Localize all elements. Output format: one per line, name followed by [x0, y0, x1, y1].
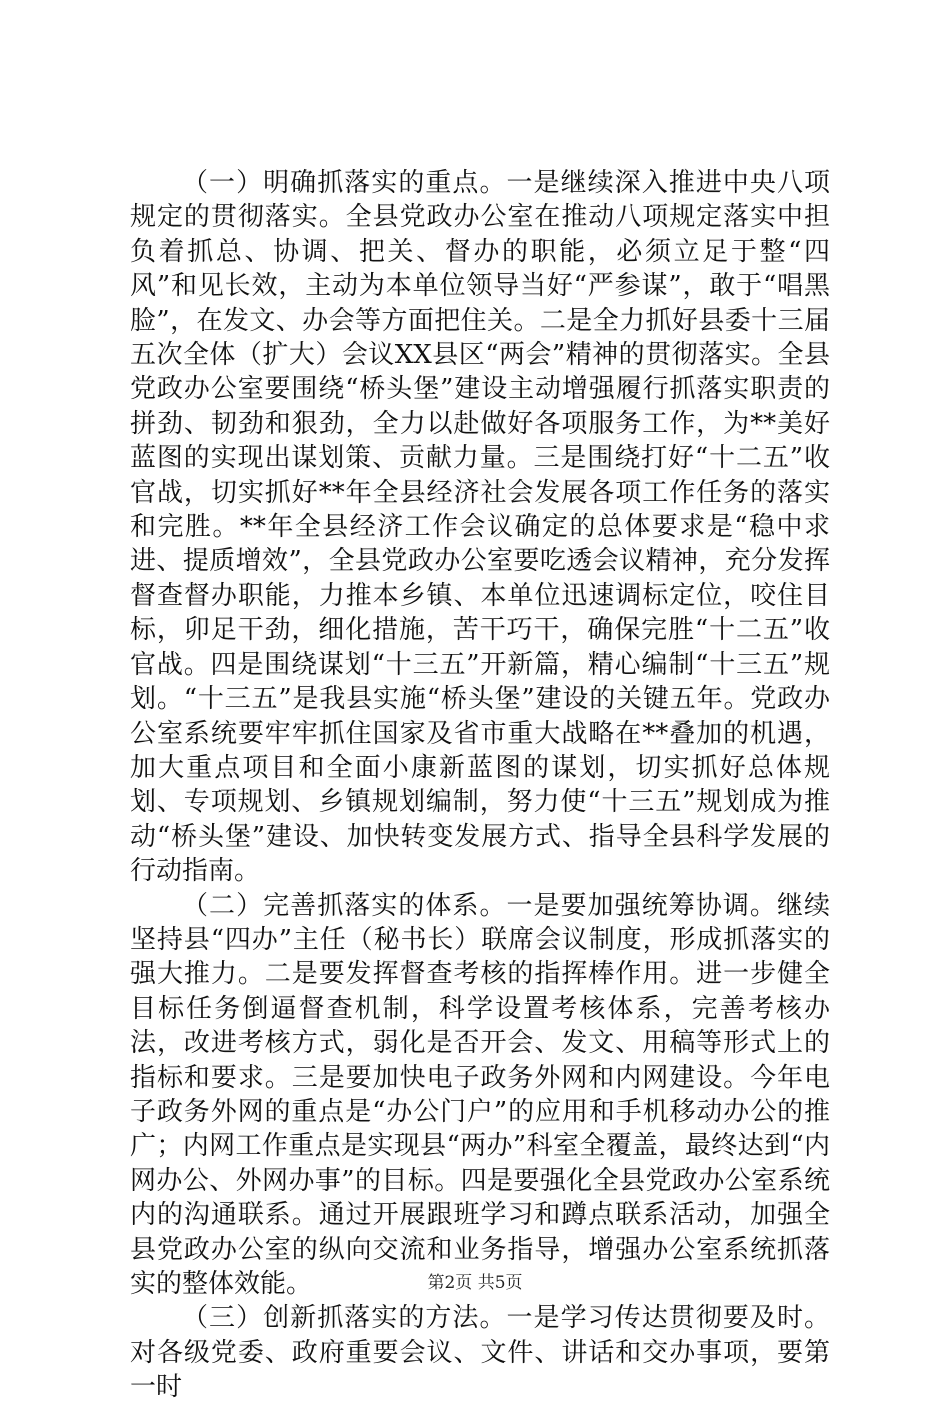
- document-body: [130, 166, 830, 1405]
- paragraph-2: （二）完善抓落实的体系。一是要加强统筹协调。继续坚持县“四办”主任（秘书长）联席会议制度，形成抓落实的强大推力。二是要发挥督查考核的指挥棒作用。进一步健全目标任务倒逼督查机制，科学设置考核体系，完善考核办法，改进考核方式，弱化是否开会、发文、用稿等形式上的指标和要求。三是要加快电子政务外网和内网建设。今年电子政务外网的重点是“办公门户”的应用和手机移动办公的推广；内网工作重点是实现县“两办”科室全覆盖，最终达到“内网办公、外网办事”的目标。四是要强化全县党政办公室系统内的沟通联系。通过开展跟班学习和蹲点联系活动，加强全县党政办公室的纵向交流和业务指导，增强办公室系统抓落实的整体效能。: [130, 890, 830, 1299]
- paragraph-3: （三）创新抓落实的方法。一是学习传达贯彻要及时。对各级党委、政府重要会议、文件、讲话和交办事项，要第一时: [130, 1303, 830, 1403]
- paragraph-1: （一）明确抓落实的重点。一是继续深入推进中央八项规定的贯彻落实。全县党政办公室在推动八项规定落实中担负着抓总、协调、把关、督办的职能，必须立足于整“四风”和见长效，主动为本单位领导当好“严参谋”，敢于“唱黑脸”，在发文、办会等方面把住关。二是全力抓好县委十三届五次全体（扩大）会议XX县区“两会”精神的贯彻落实。全县党政办公室要围绕“桥头堡”建设主动增强履行抓落实职责的拼劲、韧劲和狠劲，全力以赴做好各项服务工作，为**美好蓝图的实现出谋划策、贡献力量。三是围绕打好“十二五”收官战，切实抓好**年全县经济社会发展各项工作任务的落实和完胜。**年全县经济工作会议确定的总体要求是“稳中求进、提质增效”，全县党政办公室要吃透会议精神，充分发挥督查督办职能，力推本乡镇、本单位迅速调标定位，咬住目标，卯足干劲，细化措施，苦干巧干，确保完胜“十二五”收官战。四是围绕谋划“十三五”开新篇，精心编制“十三五”规划。“十三五”是我县实施“桥头堡”建设的关键五年。党政办公室系统要牢牢抓住国家及省市重大战略在**叠加的机遇，加大重点项目和全面小康新蓝图的谋划，切实抓好总体规划、专项规划、乡镇规划编制，努力使“十三五”规划成为推动“桥头堡”建设、加快转变发展方式、指导全县科学发展的行动指南。: [130, 168, 830, 887]
- page-number-footer: 第2页 共5页: [427, 1273, 523, 1293]
